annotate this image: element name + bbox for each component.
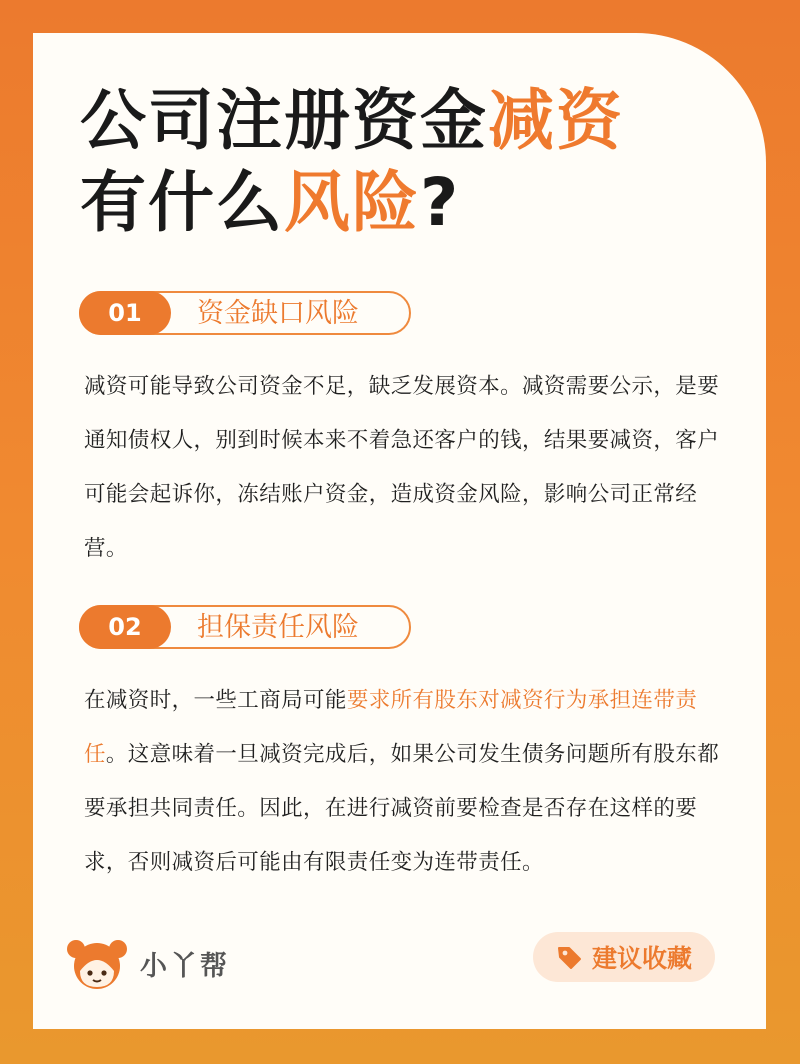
girl-face-logo-icon	[66, 935, 128, 991]
title-line-1-highlight: 减资	[488, 82, 624, 159]
section-label: 资金缺口风险	[197, 298, 359, 329]
title-line-1-text: 公司注册资金	[80, 82, 488, 159]
section-heading-2	[79, 605, 411, 649]
save-label: 建议收藏	[591, 944, 692, 973]
title-line-2-text: 有什么	[80, 164, 284, 241]
section-number-badge: 01	[79, 291, 171, 335]
section-2-paragraph	[84, 674, 724, 890]
paragraph-highlight: 要求所有股东对减资行为承担连带责任	[84, 688, 698, 767]
tag-icon	[556, 944, 582, 970]
paragraph-text: 在减资时，一些工商局可能	[84, 688, 347, 713]
section-number-badge: 02	[79, 605, 171, 649]
page-title-line-2	[80, 164, 461, 241]
section-1-paragraph: 减资可能导致公司资金不足，缺乏发展资本。减资需要公示，是要通知债权人，别到时候本来不着急还客户的钱，结果要减资，客户可能会起诉你，冻结账户资金，造成资金风险，影响公司正常经营。	[84, 374, 720, 561]
section-label: 担保责任风险	[197, 612, 359, 643]
save-suggestion-button[interactable]	[533, 932, 715, 982]
page-title-line-1	[80, 82, 624, 159]
brand	[66, 935, 230, 991]
paragraph-text: 。这意味着一旦减资完成后，如果公司发生债务问题所有股东都要承担共同责任。因此，在进行减资前要检查是否存在这样的要求，否则减资后可能由有限责任变为连带责任。	[84, 742, 720, 875]
section-heading-1	[79, 291, 411, 335]
brand-name: 小丫帮	[140, 950, 230, 982]
title-line-2-highlight: 风险	[284, 164, 420, 241]
title-line-2-end: ?	[420, 164, 461, 241]
